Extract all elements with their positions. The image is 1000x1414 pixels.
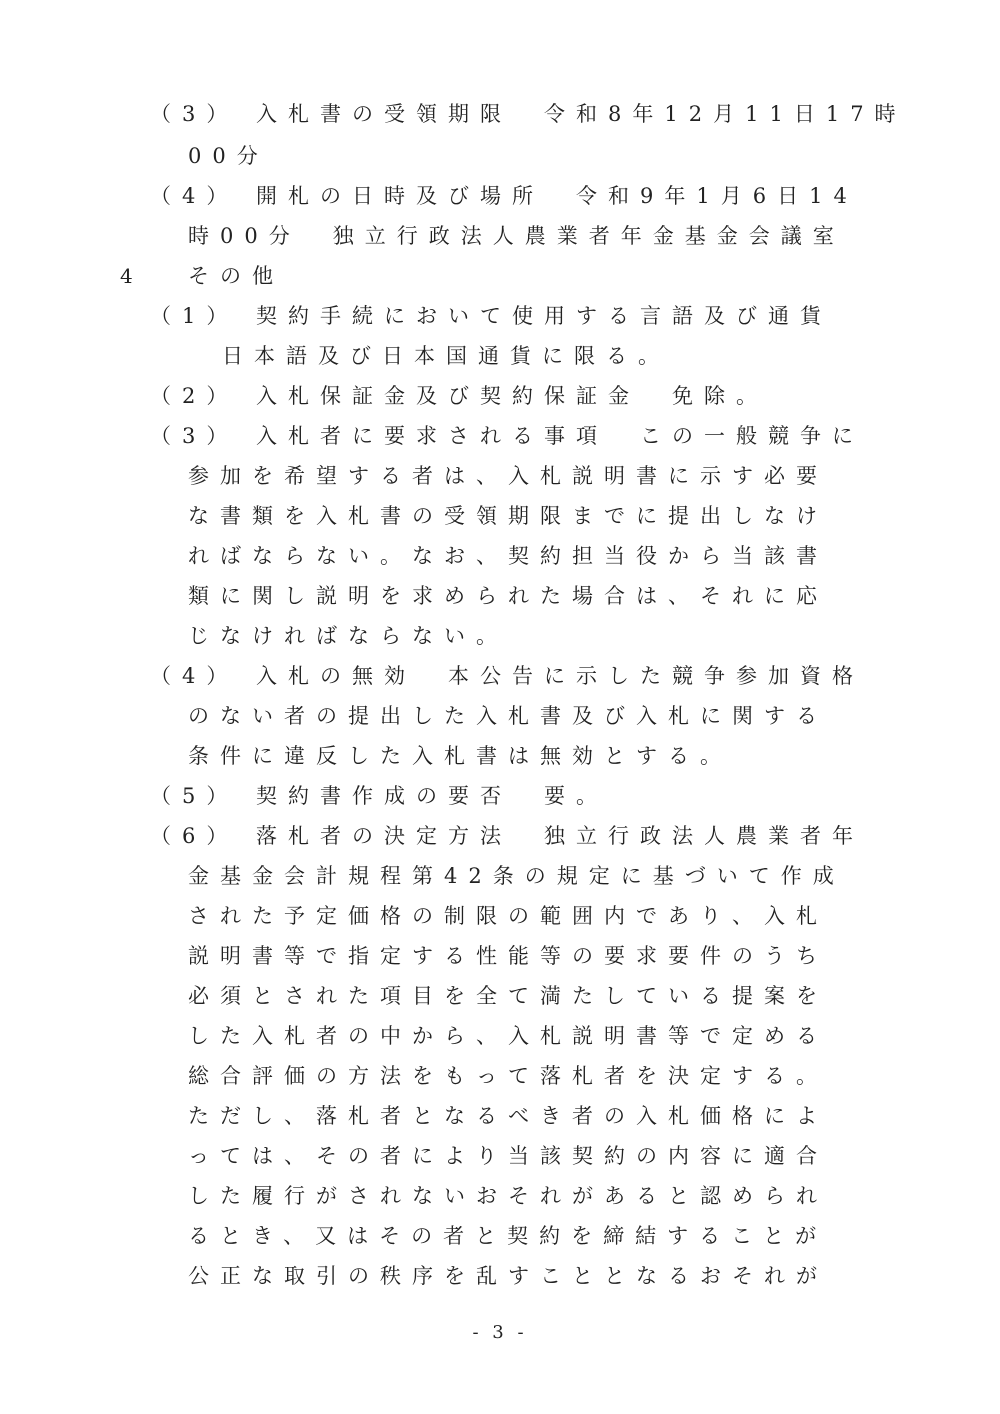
text-line: （5） 契約書作成の要否 要。 xyxy=(150,784,609,808)
text-line: された予定価格の制限の範囲内であり、入札 xyxy=(188,904,828,928)
text-line: 00分 xyxy=(188,144,269,168)
text-line: 説明書等で指定する性能等の要求要件のうち xyxy=(188,944,828,968)
text-line: るとき、又はその者と契約を締結することが xyxy=(188,1224,828,1248)
text-line: 参加を希望する者は、入札説明書に示す必要 xyxy=(188,464,828,488)
text-line: 公正な取引の秩序を乱すこととなるおそれが xyxy=(188,1264,828,1288)
section-heading: その他 xyxy=(188,264,284,288)
text-line: ればならない。なお、契約担当役から当該書 xyxy=(188,544,828,568)
text-line: 類に関し説明を求められた場合は、それに応 xyxy=(188,584,828,608)
text-line: （3） 入札者に要求される事項 この一般競争に xyxy=(150,424,865,448)
text-line: っては、その者により当該契約の内容に適合 xyxy=(188,1144,828,1168)
text-line: 日本語及び日本国通貨に限る。 xyxy=(222,344,670,368)
text-line: （4） 入札の無効 本公告に示した競争参加資格 xyxy=(150,664,865,688)
text-line: 時00分 独立行政法人農業者年金基金会議室 xyxy=(188,224,845,248)
text-line: した履行がされないおそれがあると認められ xyxy=(188,1184,828,1208)
text-line: （1） 契約手続において使用する言語及び通貨 xyxy=(150,304,833,328)
text-line: （2） 入札保証金及び契約保証金 免除。 xyxy=(150,384,769,408)
text-line: （3） 入札書の受領期限 令和8年12月11日17時 xyxy=(150,102,907,126)
text-line: 金基金会計規程第42条の規定に基づいて作成 xyxy=(188,864,845,888)
text-line: （6） 落札者の決定方法 独立行政法人農業者年 xyxy=(150,824,865,848)
text-line: 総合評価の方法をもって落札者を決定する。 xyxy=(188,1064,828,1088)
text-line: ただし、落札者となるべき者の入札価格によ xyxy=(188,1104,828,1128)
text-line: な書類を入札書の受領期限までに提出しなけ xyxy=(188,504,828,528)
text-line: （4） 開札の日時及び場所 令和9年1月6日14 xyxy=(150,184,858,208)
section-number: 4 xyxy=(120,264,133,288)
page-number: - 3 - xyxy=(472,1322,528,1343)
text-line: 条件に違反した入札書は無効とする。 xyxy=(188,744,732,768)
text-line: 必須とされた項目を全て満たしている提案を xyxy=(188,984,828,1008)
text-line: じなければならない。 xyxy=(188,624,508,648)
text-line: のない者の提出した入札書及び入札に関する xyxy=(188,704,828,728)
text-line: した入札者の中から、入札説明書等で定める xyxy=(188,1024,828,1048)
